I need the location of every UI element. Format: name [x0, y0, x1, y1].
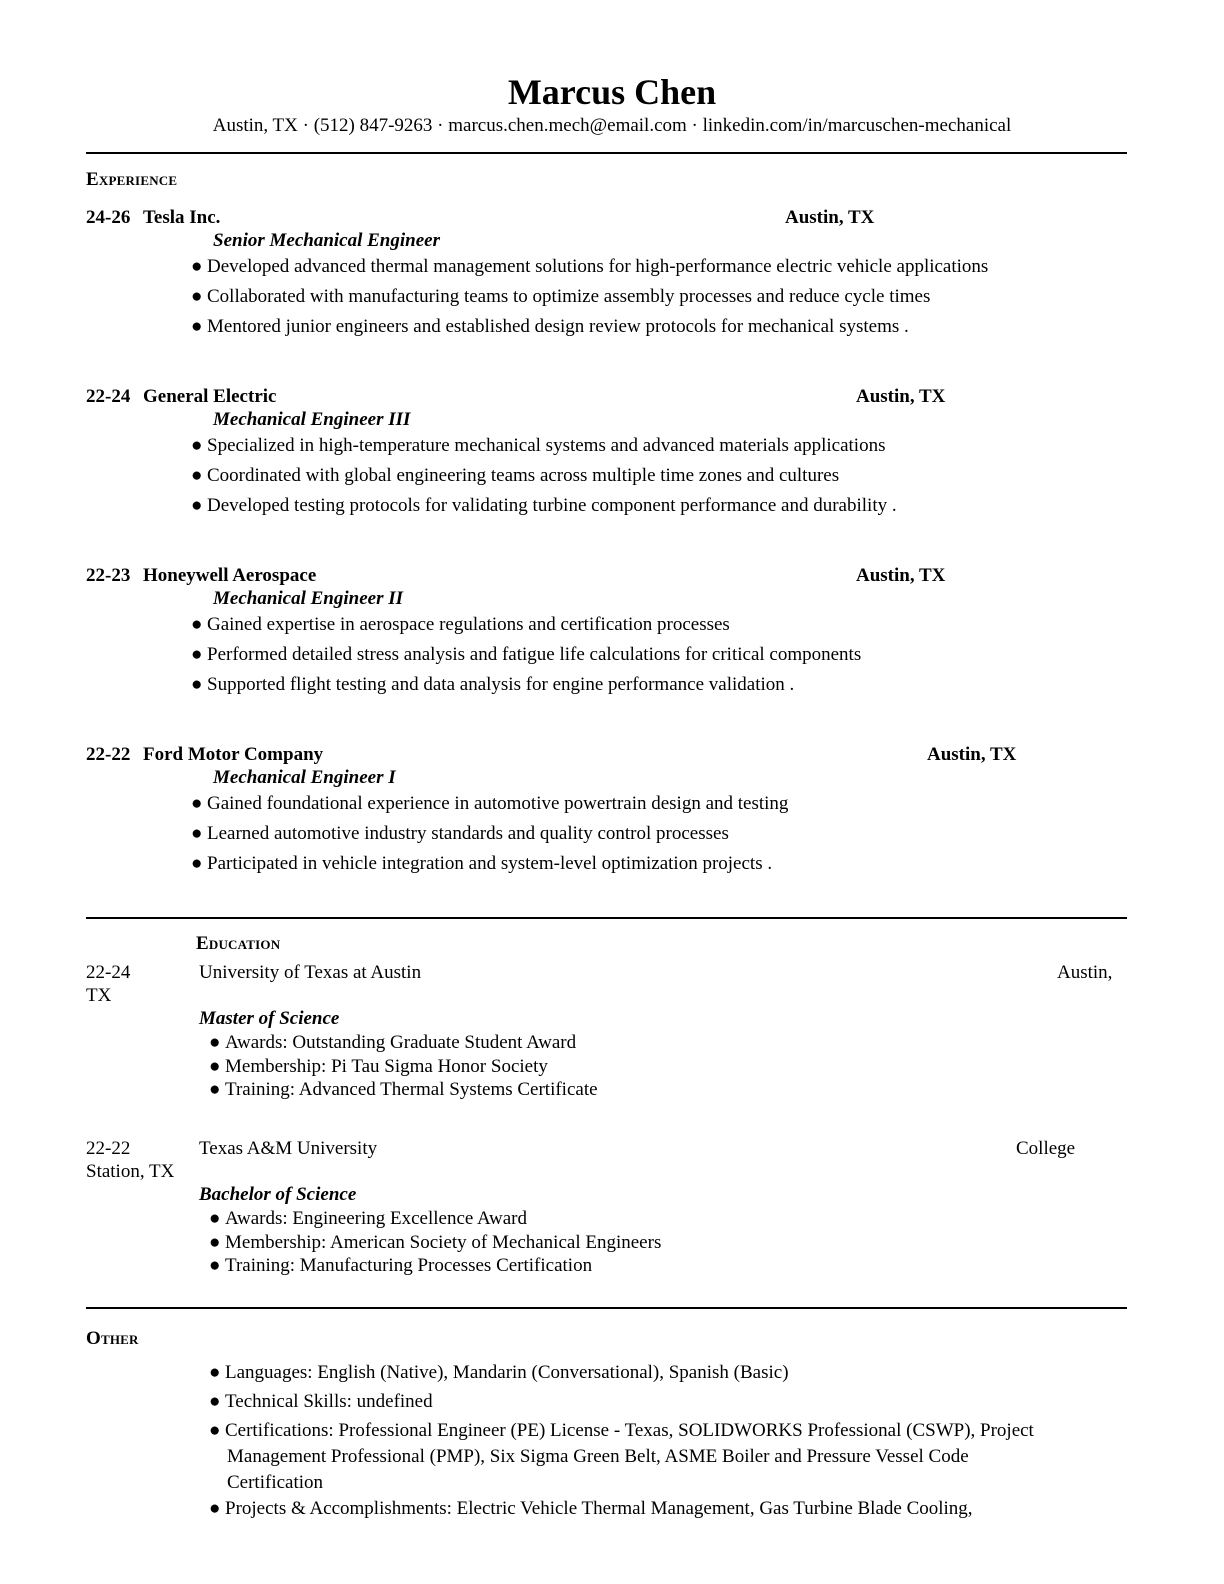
other-bullet: ● Languages: English (Native), Mandarin (Conversational), Spanish (Basic)	[209, 1362, 789, 1383]
bullet-icon: ●	[209, 1232, 221, 1253]
bullet-icon: ●	[191, 465, 203, 486]
job-bullet: ● Participated in vehicle integration and system-level optimization projects .	[191, 853, 773, 874]
experience-heading: Experience	[86, 169, 178, 190]
job-location: Austin, TX	[856, 386, 946, 407]
bullet-icon: ●	[191, 823, 203, 844]
bullet-icon: ●	[209, 1420, 221, 1441]
job-dates: 22-22	[86, 744, 131, 765]
edu-bullet: ● Awards: Engineering Excellence Award	[209, 1208, 527, 1229]
edu-location: College	[1016, 1138, 1076, 1159]
job-title: Mechanical Engineer I	[213, 767, 396, 788]
job-title: Senior Mechanical Engineer	[213, 230, 440, 251]
edu-dates: 22-22	[86, 1138, 131, 1159]
edu-degree: Master of Science	[199, 1008, 340, 1029]
experience-divider	[86, 917, 1127, 919]
job-bullet: ● Gained foundational experience in automotive powertrain design and testing	[191, 793, 789, 814]
bullet-icon: ●	[209, 1056, 221, 1077]
other-bullet-continuation: Certification	[227, 1472, 324, 1493]
bullet-icon: ●	[191, 853, 203, 874]
job-bullet: ● Collaborated with manufacturing teams to optimize assembly processes and reduce cycle times	[191, 286, 931, 307]
resume-name: Marcus Chen	[507, 72, 717, 112]
bullet-icon: ●	[209, 1362, 221, 1383]
job-dates: 22-23	[86, 565, 131, 586]
edu-school: University of Texas at Austin	[199, 962, 422, 983]
job-location: Austin, TX	[856, 565, 946, 586]
bullet-icon: ●	[209, 1498, 221, 1519]
bullet-icon: ●	[209, 1391, 221, 1412]
header-divider	[86, 152, 1127, 154]
bullet-icon: ●	[191, 644, 203, 665]
job-dates: 22-24	[86, 386, 131, 407]
education-divider	[86, 1307, 1127, 1309]
job-bullet: ● Coordinated with global engineering teams across multiple time zones and cultures	[191, 465, 840, 486]
bullet-icon: ●	[191, 674, 203, 695]
bullet-icon: ●	[191, 793, 203, 814]
other-bullet: ● Technical Skills: undefined	[209, 1391, 433, 1412]
edu-location: Austin,	[1057, 962, 1113, 983]
edu-bullet: ● Awards: Outstanding Graduate Student Award	[209, 1032, 577, 1053]
edu-location-wrap: TX	[86, 985, 112, 1006]
bullet-icon: ●	[191, 435, 203, 456]
job-bullet: ● Supported flight testing and data analysis for engine performance validation .	[191, 674, 795, 695]
edu-school: Texas A&M University	[199, 1138, 378, 1159]
bullet-icon: ●	[191, 316, 203, 337]
job-bullet: ● Mentored junior engineers and established design review protocols for mechanical systems .	[191, 316, 909, 337]
bullet-icon: ●	[191, 286, 203, 307]
job-dates: 24-26	[86, 207, 131, 228]
job-location: Austin, TX	[785, 207, 875, 228]
job-company: Ford Motor Company	[143, 744, 324, 765]
edu-bullet: ● Membership: Pi Tau Sigma Honor Society	[209, 1056, 548, 1077]
edu-bullet: ● Training: Manufacturing Processes Certification	[209, 1255, 593, 1276]
job-company: Tesla Inc.	[143, 207, 221, 228]
other-bullet-continuation: Management Professional (PMP), Six Sigma Green Belt, ASME Boiler and Pressure Vessel Code	[227, 1446, 969, 1467]
job-company: Honeywell Aerospace	[143, 565, 317, 586]
job-title: Mechanical Engineer III	[213, 409, 411, 430]
edu-dates: 22-24	[86, 962, 131, 983]
job-bullet: ● Specialized in high-temperature mechanical systems and advanced materials applications	[191, 435, 886, 456]
job-location: Austin, TX	[927, 744, 1017, 765]
job-bullet: ● Developed advanced thermal management solutions for high-performance electric vehicle applications	[191, 256, 989, 277]
edu-bullet: ● Training: Advanced Thermal Systems Certificate	[209, 1079, 598, 1100]
contact-line: Austin, TX · (512) 847-9263 · marcus.chen.mech@email.com · linkedin.com/in/marcuschen-mechanical	[212, 115, 1012, 136]
edu-bullet: ● Membership: American Society of Mechanical Engineers	[209, 1232, 662, 1253]
job-company: General Electric	[143, 386, 277, 407]
bullet-icon: ●	[191, 495, 203, 516]
education-heading: Education	[196, 933, 281, 954]
bullet-icon: ●	[191, 614, 203, 635]
bullet-icon: ●	[191, 256, 203, 277]
edu-location-wrap: Station, TX	[86, 1161, 175, 1182]
other-heading: Other	[86, 1328, 139, 1349]
job-title: Mechanical Engineer II	[213, 588, 404, 609]
other-bullet: ● Certifications: Professional Engineer (PE) License - Texas, SOLIDWORKS Professional (CSWP), Project	[209, 1420, 1034, 1441]
other-bullet: ● Projects & Accomplishments: Electric Vehicle Thermal Management, Gas Turbine Blade Cooling,	[209, 1498, 973, 1519]
bullet-icon: ●	[209, 1255, 221, 1276]
job-bullet: ● Performed detailed stress analysis and fatigue life calculations for critical components	[191, 644, 862, 665]
bullet-icon: ●	[209, 1208, 221, 1229]
job-bullet: ● Developed testing protocols for validating turbine component performance and durability .	[191, 495, 897, 516]
job-bullet: ● Learned automotive industry standards and quality control processes	[191, 823, 729, 844]
bullet-icon: ●	[209, 1032, 221, 1053]
job-bullet: ● Gained expertise in aerospace regulations and certification processes	[191, 614, 730, 635]
edu-degree: Bachelor of Science	[199, 1184, 357, 1205]
bullet-icon: ●	[209, 1079, 221, 1100]
